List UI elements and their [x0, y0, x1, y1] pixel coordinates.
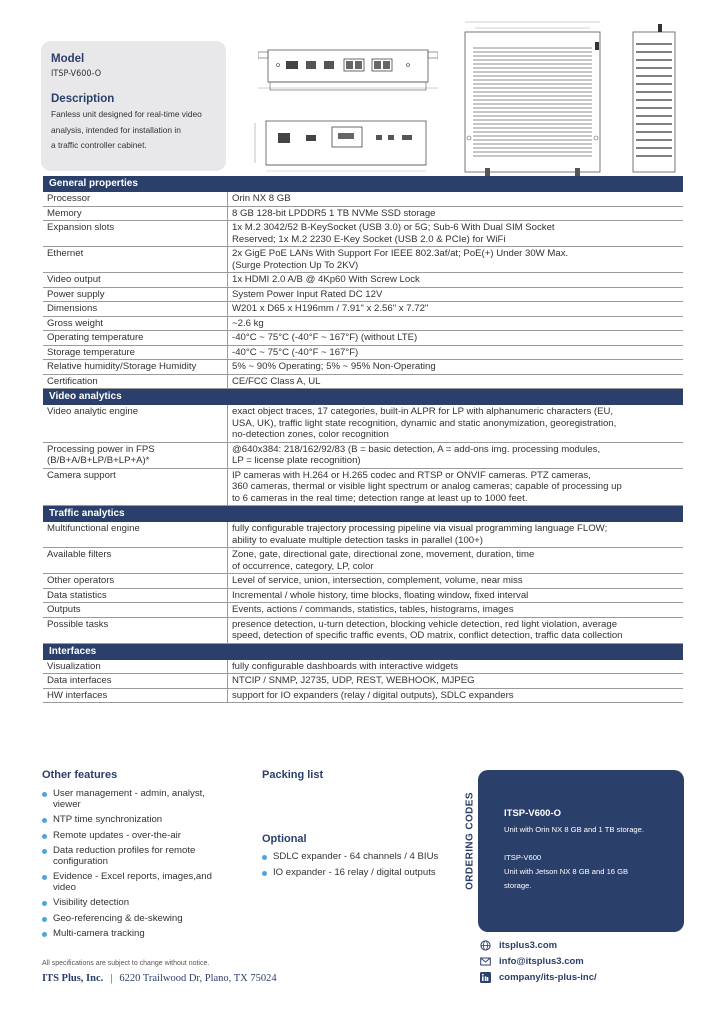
order-model-2: ITSP-V600 [504, 853, 542, 862]
spec-value: support for IO expanders (relay / digital outputs), SDLC expanders [232, 689, 514, 701]
address-text: 6220 Trailwood Dr, Plano, TX 75024 [119, 973, 277, 984]
drawing-side-view [628, 18, 683, 178]
spec-key: Storage temperature [43, 346, 228, 360]
spec-row [43, 331, 683, 346]
order-desc-2: Unit with Jetson NX 8 GB and 16 GB storage. [504, 867, 629, 890]
spec-row [43, 603, 683, 618]
spec-key: Dimensions [43, 302, 228, 316]
spec-value: presence detection, u-turn detection, blocking vehicle detection, red light violation, average speed, detection of specific traffic events, OD matrix, conflict detection, traffic data collection [232, 618, 623, 641]
spec-row [43, 674, 683, 689]
model-number: ITSP-V600-O [51, 69, 102, 79]
spec-value: -40°C ~ 75°C (-40°F ~ 167°F) [232, 346, 359, 358]
list-item: Multi-camera tracking [42, 929, 252, 940]
spec-value: 5% ~ 90% Operating; 5% ~ 95% Non-Operating [232, 361, 436, 372]
section-header: Interfaces [43, 644, 683, 660]
spec-key: Expansion slots [43, 221, 228, 246]
spec-key: Processing power in FPS (B/B+A/B+LP/B+LP+A)* [43, 443, 228, 468]
footnote: All specifications are subject to change without notice. [42, 960, 210, 967]
drawing-top-view [258, 40, 438, 105]
contact-website[interactable]: itsplus3.com [480, 940, 557, 951]
mail-icon [480, 956, 491, 967]
section-header: Video analytics [43, 389, 683, 405]
globe-icon [480, 940, 491, 951]
section-header: Traffic analytics [43, 506, 683, 522]
spec-value: -40°C ~ 75°C (-40°F ~ 167°F) (without LTE) [232, 332, 418, 343]
contact-linkedin[interactable]: company/its-plus-inc/ [480, 972, 597, 983]
spec-row [43, 689, 683, 704]
spec-row [43, 405, 683, 443]
spec-row [43, 469, 683, 507]
spec-key: Power supply [43, 288, 228, 302]
spec-key: Data statistics [43, 589, 228, 603]
spec-key: HW interfaces [43, 689, 228, 703]
spec-value: 1x M.2 3042/52 B-KeySocket (USB 3.0) or 5G; Sub-6 With Dual SIM Socket Reserved; 1x M.2 2230 E-Key Socket (USB 2.0 & PCIe) for WiFi [232, 222, 555, 245]
spec-row [43, 522, 683, 548]
spec-value: 8 GB 128-bit LPDDR5 1 TB NVMe SSD storage [232, 207, 436, 219]
spec-value: ~2.6 kg [232, 317, 264, 329]
spec-key: Data interfaces [43, 674, 228, 688]
spec-key: Video analytic engine [43, 405, 228, 442]
list-item: User management - admin, analyst, viewer [42, 789, 252, 810]
description-heading: Description [51, 93, 115, 105]
spec-row [43, 247, 683, 273]
spec-value: exact object traces, 17 categories, built-in ALPR for LP with alphanumeric characters (EU, USA, UK), traffic light state recognition, dynamic and static anonymization, georegistration, no-detection zones, color recognition [232, 406, 617, 440]
spec-row [43, 302, 683, 317]
list-item: Remote updates - over-the-air [42, 831, 252, 842]
other-features-heading: Other features [42, 769, 118, 781]
spec-value: 2x GigE PoE LANs With Support For IEEE 802.3af/at; PoE(+) Under 30W Max. (Surge Protection Up To 2KV) [232, 248, 569, 271]
spec-row [43, 574, 683, 589]
spec-value: 1x HDMI 2.0 A/B @ 4Kp60 With Screw Lock [232, 274, 420, 285]
list-item: IO expander - 16 relay / digital outputs [262, 868, 462, 879]
company-name: ITS Plus, Inc. [42, 973, 104, 984]
spec-row [43, 207, 683, 222]
spec-row [43, 589, 683, 604]
spec-value: Level of service, union, intersection, complement, volume, near miss [232, 575, 523, 586]
spec-key: Visualization [43, 660, 228, 674]
list-item: NTP time synchronization [42, 815, 252, 826]
spec-key: Memory [43, 207, 228, 221]
spec-row [43, 548, 683, 574]
spec-value: fully configurable dashboards with interactive widgets [232, 660, 459, 672]
drawing-heatsink-view [455, 18, 610, 178]
spec-row [43, 273, 683, 288]
optional-heading: Optional [262, 833, 307, 845]
model-heading: Model [51, 53, 85, 65]
spec-row [43, 221, 683, 247]
other-features-list [42, 789, 252, 945]
spec-key: Video output [43, 273, 228, 287]
order-desc-1: Unit with Orin NX 8 GB and 1 TB storage. [504, 825, 644, 834]
spec-row [43, 375, 683, 390]
spec-row [43, 360, 683, 375]
company-address: ITS Plus, Inc. | 6220 Trailwood Dr, Plano, TX 75024 [42, 973, 277, 984]
spec-row [43, 192, 683, 207]
spec-key: Multifunctional engine [43, 522, 228, 547]
section-header: General properties [43, 176, 683, 192]
spec-value: NTCIP / SNMP, J2735, UDP, REST, WEBHOOK, MJPEG [232, 675, 475, 686]
description-text: Fanless unit designed for real-time video analysis, intended for installation in a traffic controller cabinet. [51, 109, 202, 150]
spec-row [43, 317, 683, 332]
spec-value: CE/FCC Class A, UL [232, 375, 321, 387]
spec-key: Ethernet [43, 247, 228, 272]
ordering-codes-label: ORDERING CODES [464, 792, 476, 890]
spec-value: IP cameras with H.264 or H.265 codec and RTSP or ONVIF cameras. PTZ cameras, 360 cameras, thermal or visible light spectrum or analog cameras; capable of processing up to 6 cameras in the real time; detection range at least up to 1000 feet. [232, 469, 622, 504]
linkedin-icon [480, 972, 491, 983]
spec-value: System Power Input Rated DC 12V [232, 288, 383, 300]
spec-row [43, 660, 683, 675]
spec-key: Other operators [43, 574, 228, 588]
model-card [41, 41, 226, 171]
list-item: Geo-referencing & de-skewing [42, 914, 252, 925]
spec-key: Operating temperature [43, 331, 228, 345]
spec-value: Events, actions / commands, statistics, tables, histograms, images [232, 604, 514, 615]
spec-key: Processor [43, 192, 228, 206]
order-model-1: ITSP-V600-O [504, 808, 562, 819]
spec-value: Zone, gate, directional gate, directional zone, movement, duration, time of occurrence, category, LP, color [232, 549, 535, 572]
spec-key: Available filters [43, 548, 228, 573]
spec-key: Relative humidity/Storage Humidity [43, 360, 228, 374]
spec-key: Certification [43, 375, 228, 389]
list-item: Evidence - Excel reports, images,and video [42, 872, 252, 893]
spec-value: Orin NX 8 GB [232, 193, 291, 204]
spec-key: Possible tasks [43, 618, 228, 643]
list-item: Visibility detection [42, 898, 252, 909]
spec-key: Outputs [43, 603, 228, 617]
spec-value: @640x384: 218/162/92/83 (B = basic detection, A = add-ons img. processing modules, LP = license plate recognition) [232, 443, 601, 466]
spec-row [43, 443, 683, 469]
spec-value: Incremental / whole history, time blocks, floating window, fixed interval [232, 589, 529, 601]
contact-email[interactable]: info@itsplus3.com [480, 956, 584, 967]
spec-table [43, 176, 683, 703]
spec-row [43, 288, 683, 303]
drawing-front-view [252, 115, 437, 175]
ordering-codes-card [478, 770, 684, 932]
spec-value: fully configurable trajectory processing pipeline via visual programming language FLOW; ability to evaluate multiple detection tasks in parallel (100+) [232, 523, 608, 546]
optional-list [262, 852, 462, 883]
spec-row [43, 618, 683, 644]
packing-list-heading: Packing list [262, 769, 324, 781]
list-item: Data reduction profiles for remote configuration [42, 846, 252, 867]
spec-key: Gross weight [43, 317, 228, 331]
spec-key: Camera support [43, 469, 228, 506]
list-item: SDLC expander - 64 channels / 4 BIUs [262, 852, 462, 863]
spec-value: W201 x D65 x H196mm / 7.91" x 2.56" x 7.72" [232, 303, 429, 314]
spec-row [43, 346, 683, 361]
